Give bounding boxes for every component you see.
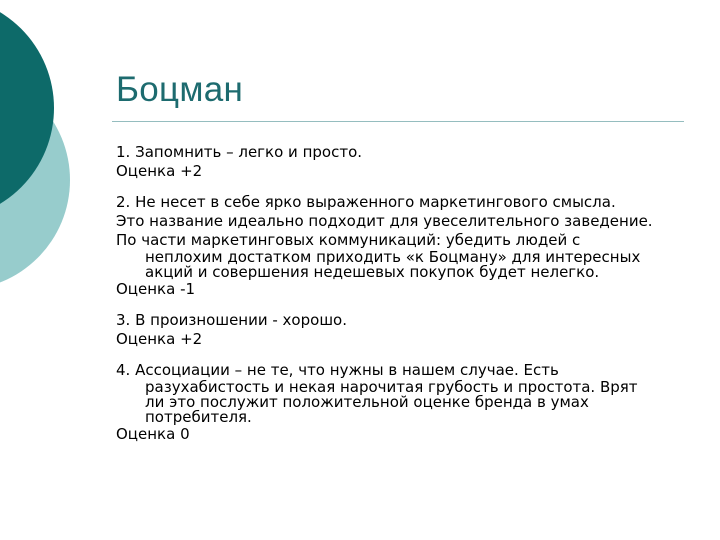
slide-body <box>116 143 706 444</box>
decorative-circles <box>0 0 120 300</box>
item-4-score <box>116 425 706 444</box>
item-2-comm <box>116 231 706 280</box>
item-4-text <box>116 361 706 425</box>
item-3-text <box>116 311 706 330</box>
text-line: 2. Не несет в себе ярко выраженного маркетингового смысла. <box>116 193 616 211</box>
item-3-score <box>116 330 706 349</box>
text-line: 1. Запомнить – легко и просто. <box>116 143 363 161</box>
text-line: акций и совершения недешевых покупок будет нелегко. <box>145 263 600 281</box>
decorative-circles-graphic <box>0 0 120 300</box>
slide-title: Боцман <box>116 70 244 109</box>
text-line: 4. Ассоциации – не те, что нужны в нашем случае. Есть <box>116 361 559 379</box>
item-2-score <box>116 280 706 299</box>
text-line: неплохим достатком приходить «к Боцману» для интересных <box>145 248 641 266</box>
item-1-text <box>116 143 706 162</box>
text-line: Оценка 0 <box>116 425 190 443</box>
text-line: разухабистость и некая нарочитая грубость и простота. Врят <box>145 378 638 396</box>
spacer <box>116 349 706 361</box>
text-line: Оценка +2 <box>116 162 203 180</box>
item-2-text <box>116 193 706 212</box>
text-line: По части маркетинговых коммуникаций: убедить людей с <box>116 231 581 249</box>
text-line: Оценка +2 <box>116 330 203 348</box>
item-2-note <box>116 212 706 231</box>
title-divider <box>112 121 684 122</box>
spacer <box>116 299 706 311</box>
text-line: потребителя. <box>145 408 252 426</box>
text-line: Оценка -1 <box>116 280 196 298</box>
text-line: 3. В произношении - хорошо. <box>116 311 347 329</box>
text-line: Это название идеально подходит для увеселительного заведение. <box>116 212 653 230</box>
text-line: ли это послужит положительной оценке бренда в умах <box>145 393 589 411</box>
item-1-score <box>116 162 706 181</box>
spacer <box>116 181 706 193</box>
